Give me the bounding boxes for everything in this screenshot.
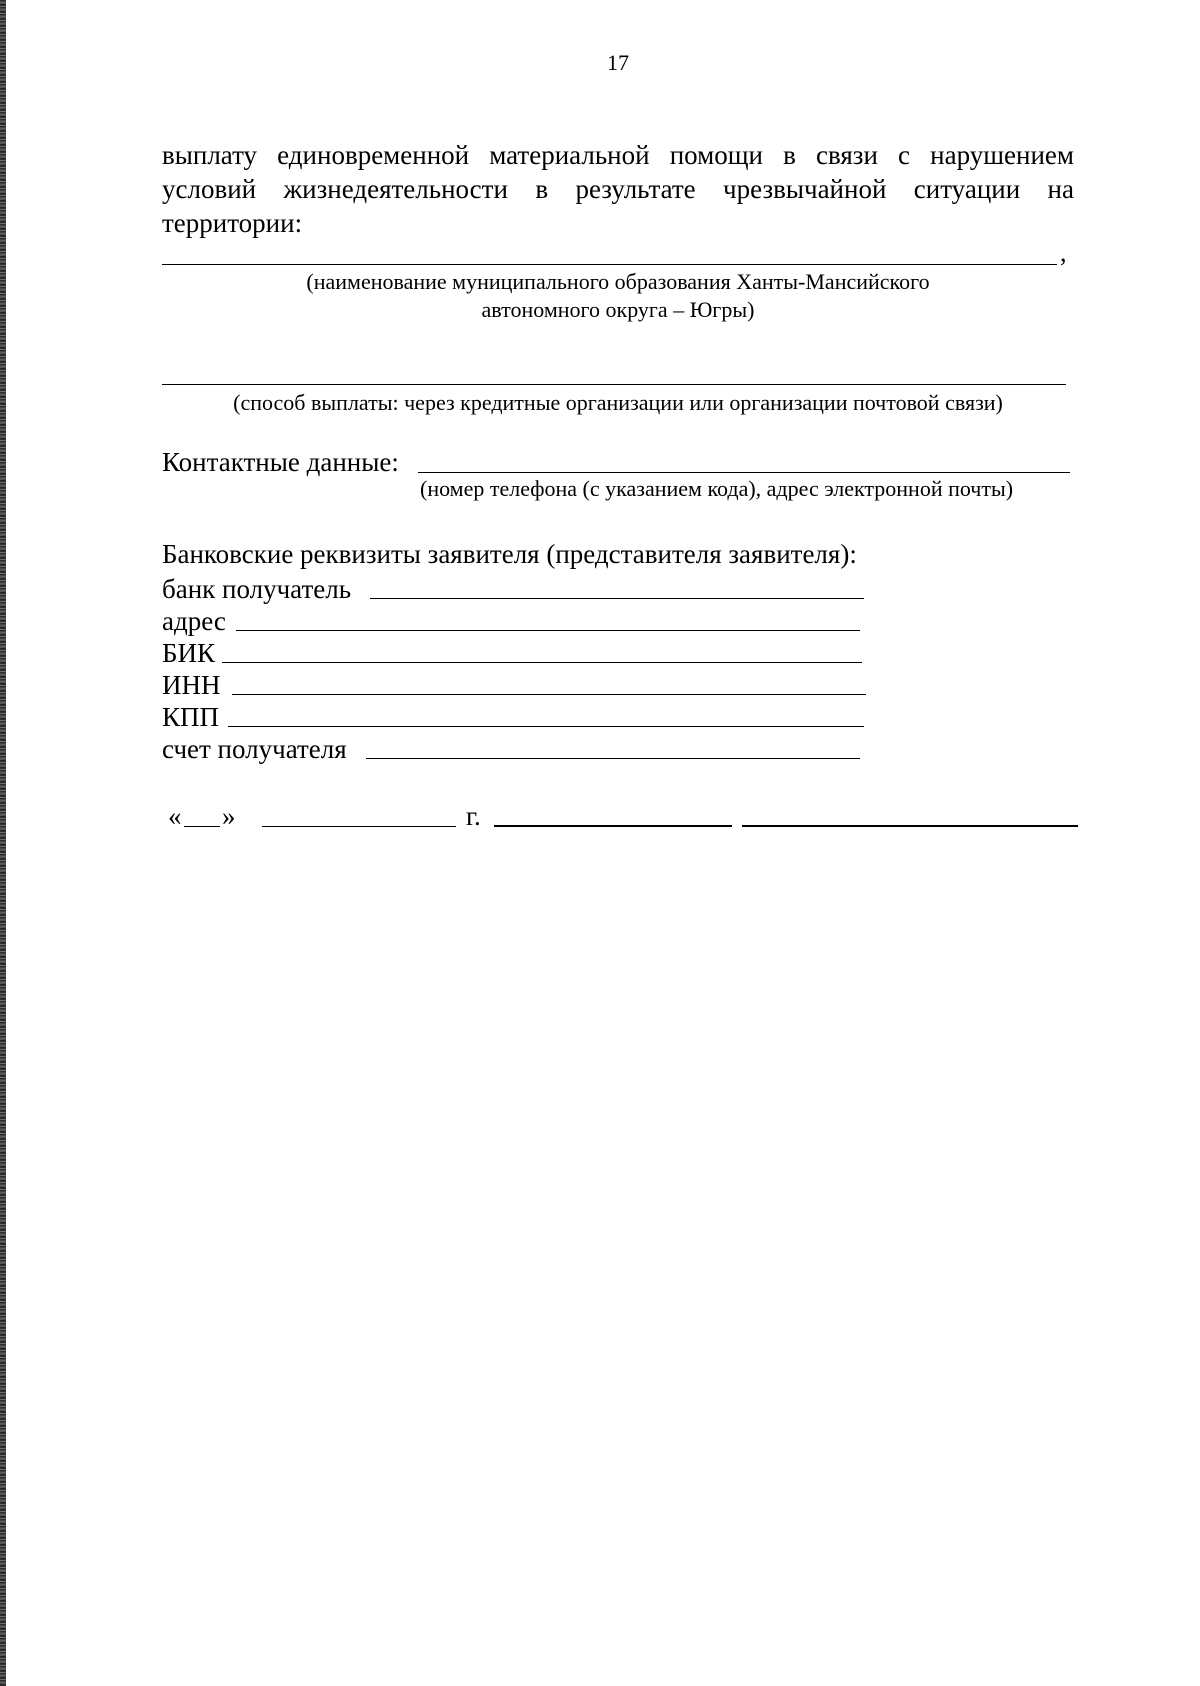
inn-field-line[interactable] xyxy=(232,694,866,695)
date-open-quote: « xyxy=(168,801,182,831)
signature-field-line[interactable] xyxy=(494,825,732,827)
payment-method-field-line[interactable] xyxy=(162,384,1066,385)
payment-method-caption: (способ выплаты: через кредитные организации или организации почтовой связи) xyxy=(233,390,1003,415)
account-field-line[interactable] xyxy=(366,758,860,759)
inn-label: ИНН xyxy=(162,670,221,700)
date-year-suffix: г. xyxy=(466,801,481,831)
date-month-field-line[interactable] xyxy=(262,826,456,827)
bik-label: БИК xyxy=(162,638,216,668)
territory-field-line[interactable] xyxy=(162,264,1057,265)
bank-recipient-label: банк получатель xyxy=(162,574,352,604)
territory-caption-line2: автономного округа – Югры) xyxy=(481,297,755,322)
kpp-field-line[interactable] xyxy=(228,726,864,727)
date-close-quote: » xyxy=(222,801,236,831)
kpp-label: КПП xyxy=(162,702,220,732)
scan-edge xyxy=(0,0,6,1686)
bank-recipient-field-line[interactable] xyxy=(370,598,864,599)
account-label: счет получателя xyxy=(162,734,347,764)
contacts-label: Контактные данные: xyxy=(162,447,399,477)
name-field-line[interactable] xyxy=(742,825,1078,827)
date-day-field-line[interactable] xyxy=(184,826,220,827)
intro-paragraph: выплату единовременной материальной помощи в связи с нарушением условий жизнедеятельности в результате чрезвычайной ситуации на территории: xyxy=(162,140,1074,238)
bik-field-line[interactable] xyxy=(222,662,862,663)
bank-heading: Банковские реквизиты заявителя (представителя заявителя): xyxy=(162,539,857,569)
territory-trailing-comma: , xyxy=(1060,238,1067,267)
contacts-caption: (номер телефона (с указанием кода), адрес электронной почты) xyxy=(420,476,1014,501)
contacts-field-line[interactable] xyxy=(418,472,1070,473)
territory-caption-line1: (наименование муниципального образования Ханты-Мансийского xyxy=(306,269,930,294)
bank-address-field-line[interactable] xyxy=(236,630,860,631)
page-number: 17 xyxy=(607,50,629,75)
bank-address-label: адрес xyxy=(162,606,226,636)
